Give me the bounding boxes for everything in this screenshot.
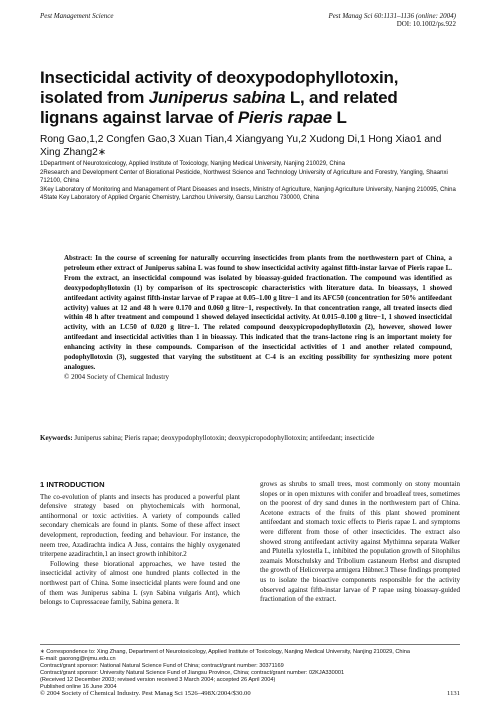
paragraph: The co-evolution of plants and insects has produced a powerful plant defensive strategy based on phytochemicals with hormonal, antihormonal or toxic activities. A variety of compounds called secondary chemicals are found in plants. Some of these affect insect development, reproduction, feeding and behaviour. For instance, the neem tree, Azadirachta indica A Juss, contains the highly oxygenated triterpene azadirachtin,1 an insect growth inhibitor.2	[40, 492, 240, 559]
page-footer	[40, 690, 460, 697]
paragraph: Following these biorational approaches, we have tested the insecticidal activity of almost one hundred plants collected in the northwest part of China. Some insecticidal plants were found and one of them was Juniperus sabina L (syn Sabina vulgaris Ant), which belongs to Cupressaceae family, Sabina genera. It	[40, 559, 240, 607]
keywords	[40, 434, 460, 444]
abstract-text: Abstract: In the course of screening for naturally occurring insecticides from plants from the northwestern part of China, a petroleum ether extract of Juniperus sabina L was found to show insecticidal activity against fifth-instar larvae of Pieris rapae L. From the extract, an insecticidal compound was isolated by bioassay-guided fractionation. The compound was identified as deoxypodophyllotoxin (1) by comparison of its spectroscopic characteristics with literature data. In bioassays, 1 showed antifeedant activity against fifth-instar larvae of P rapae at 0.05–1.00 g litre−1 and its AFC50 (concentration for 50% antifeedant activity) values at 12 and 48 h were 0.170 and 0.060 g litre−1, respectively. In that concentration range, all treated insects died within 48 h after treatment and compound 1 showed delayed insecticidal activity. At 0.015–0.100 g litre−1, 1 showed insecticidal activity, with an LC50 of 0.020 g litre−1. The related compound deoxypicropodophyllotoxin (2), however, showed lower antifeedant and insecticidal activities than 1 in bioassay. This indicated that the trans-lactone ring is an important moiety for enhancing activity in these compounds. Comparison of the insecticidal activities of 1 and another related compound, podophyllotoxin (3), suggested that varying the substituent at C-4 is an exciting possibility for synthesizing more potent analogues.	[64, 254, 452, 371]
footnote-dates: (Received 12 December 2003; revised version received 3 March 2004; accepted 26 April 2004)	[40, 677, 276, 683]
footnote-divider	[40, 644, 460, 645]
affiliation-4: 4State Key Laboratory of Applied Organic Chemistry, Lanzhou University, Gansu Lanzhou 730000, China	[40, 195, 319, 202]
footnote-published: Published online 16 June 2004	[40, 684, 117, 690]
column-right	[260, 480, 460, 605]
section-heading: 1 INTRODUCTION	[40, 480, 105, 489]
column-left	[40, 480, 240, 608]
article-title: Insecticidal activity of deoxypodophyllotoxin, isolated from Juniperus sabina L, and related lignans against larvae of Pieris rapae L	[40, 68, 399, 127]
footer-copyright: © 2004 Society of Chemical Industry. Pest Manag Sci 1526–498X/2004/$30.00	[40, 690, 251, 697]
footnote-grant-1: Contract/grant sponsor: National Natural Science Fund of China; contract/grant number: 30371169	[40, 663, 284, 669]
footnote-grant-2: Contract/grant sponsor: University Natural Science Fund of Jiangsu Province, China; contract/grant number: 02KJA330001	[40, 670, 345, 676]
abstract	[64, 254, 452, 383]
affiliation-2: 2Research and Development Center of Biorational Pesticide, Northwest Science and Technology University of Agriculture and Forestry, Yangling, Shaanxi 712100, China	[40, 169, 448, 185]
doi-link[interactable]: DOI: 10.1002/ps.922	[396, 20, 456, 28]
author-list: Rong Gao,1,2 Congfen Gao,3 Xuan Tian,4 Xiangyang Yu,2 Xudong Di,1 Hong Xiao1 and Xing Zhang2∗	[40, 134, 442, 158]
citation-block	[329, 12, 456, 28]
page-number: 1131	[447, 690, 460, 697]
footnote-correspondence: ∗ Correspondence to: Xing Zhang, Department of Neurotoxicology, Applied Institute of Toxicology, Nanjing Medical University, Nanjing 210029, China	[40, 649, 410, 655]
footnotes	[40, 649, 460, 691]
affiliation-3: 3Key Laboratory of Monitoring and Management of Plant Diseases and Insects, Ministry of Agriculture, Nanjing Agriculture University, Nanjing 210095, China	[40, 186, 456, 193]
keywords-text: Juniperus sabina; Pieris rapae; deoxypodophyllotoxin; deoxypicropodophyllotoxin; antifeedant; insecticide	[74, 434, 375, 442]
abstract-copyright: © 2004 Society of Chemical Industry	[64, 372, 170, 381]
paragraph: grows as shrubs to small trees, most commonly on stony mountain slopes or in open mixtures with conifer and broadleaf trees, sometimes on the poorest of dry sand dunes in the northwestern part of China. Acetone extracts of the fruits of this plant showed prominent antifeedant and stomach toxic effects to Pieris rapae L and symptoms were different from those of other insecticides. The extract also showed strong antifeedant activity against Mythimna separata Walker and Plutella xylostella L, inhibited the population growth of Sitophilus zeamais Motschulsky and Tribolium castaneum Herbst and disrupted the growth of Helicoverpa armigera Hübner.3 These findings prompted us to isolate the bioactive components responsible for the activity observed against fifth-instar larvae of P rapae using bioassay-guided fractionation of the extract.	[260, 480, 460, 604]
citation: Pest Manag Sci 60:1131–1136 (online: 2004)	[328, 12, 456, 20]
affiliations	[40, 160, 460, 203]
affiliation-1: 1Department of Neurotoxicology, Applied Institute of Toxicology, Nanjing Medical University, Nanjing 210029, China	[40, 161, 346, 167]
footnote-email[interactable]: E-mail: gaorong@njmu.edu.cn	[40, 656, 116, 662]
journal-name: Pest Management Science	[40, 12, 114, 20]
keywords-label: Keywords:	[40, 434, 73, 442]
